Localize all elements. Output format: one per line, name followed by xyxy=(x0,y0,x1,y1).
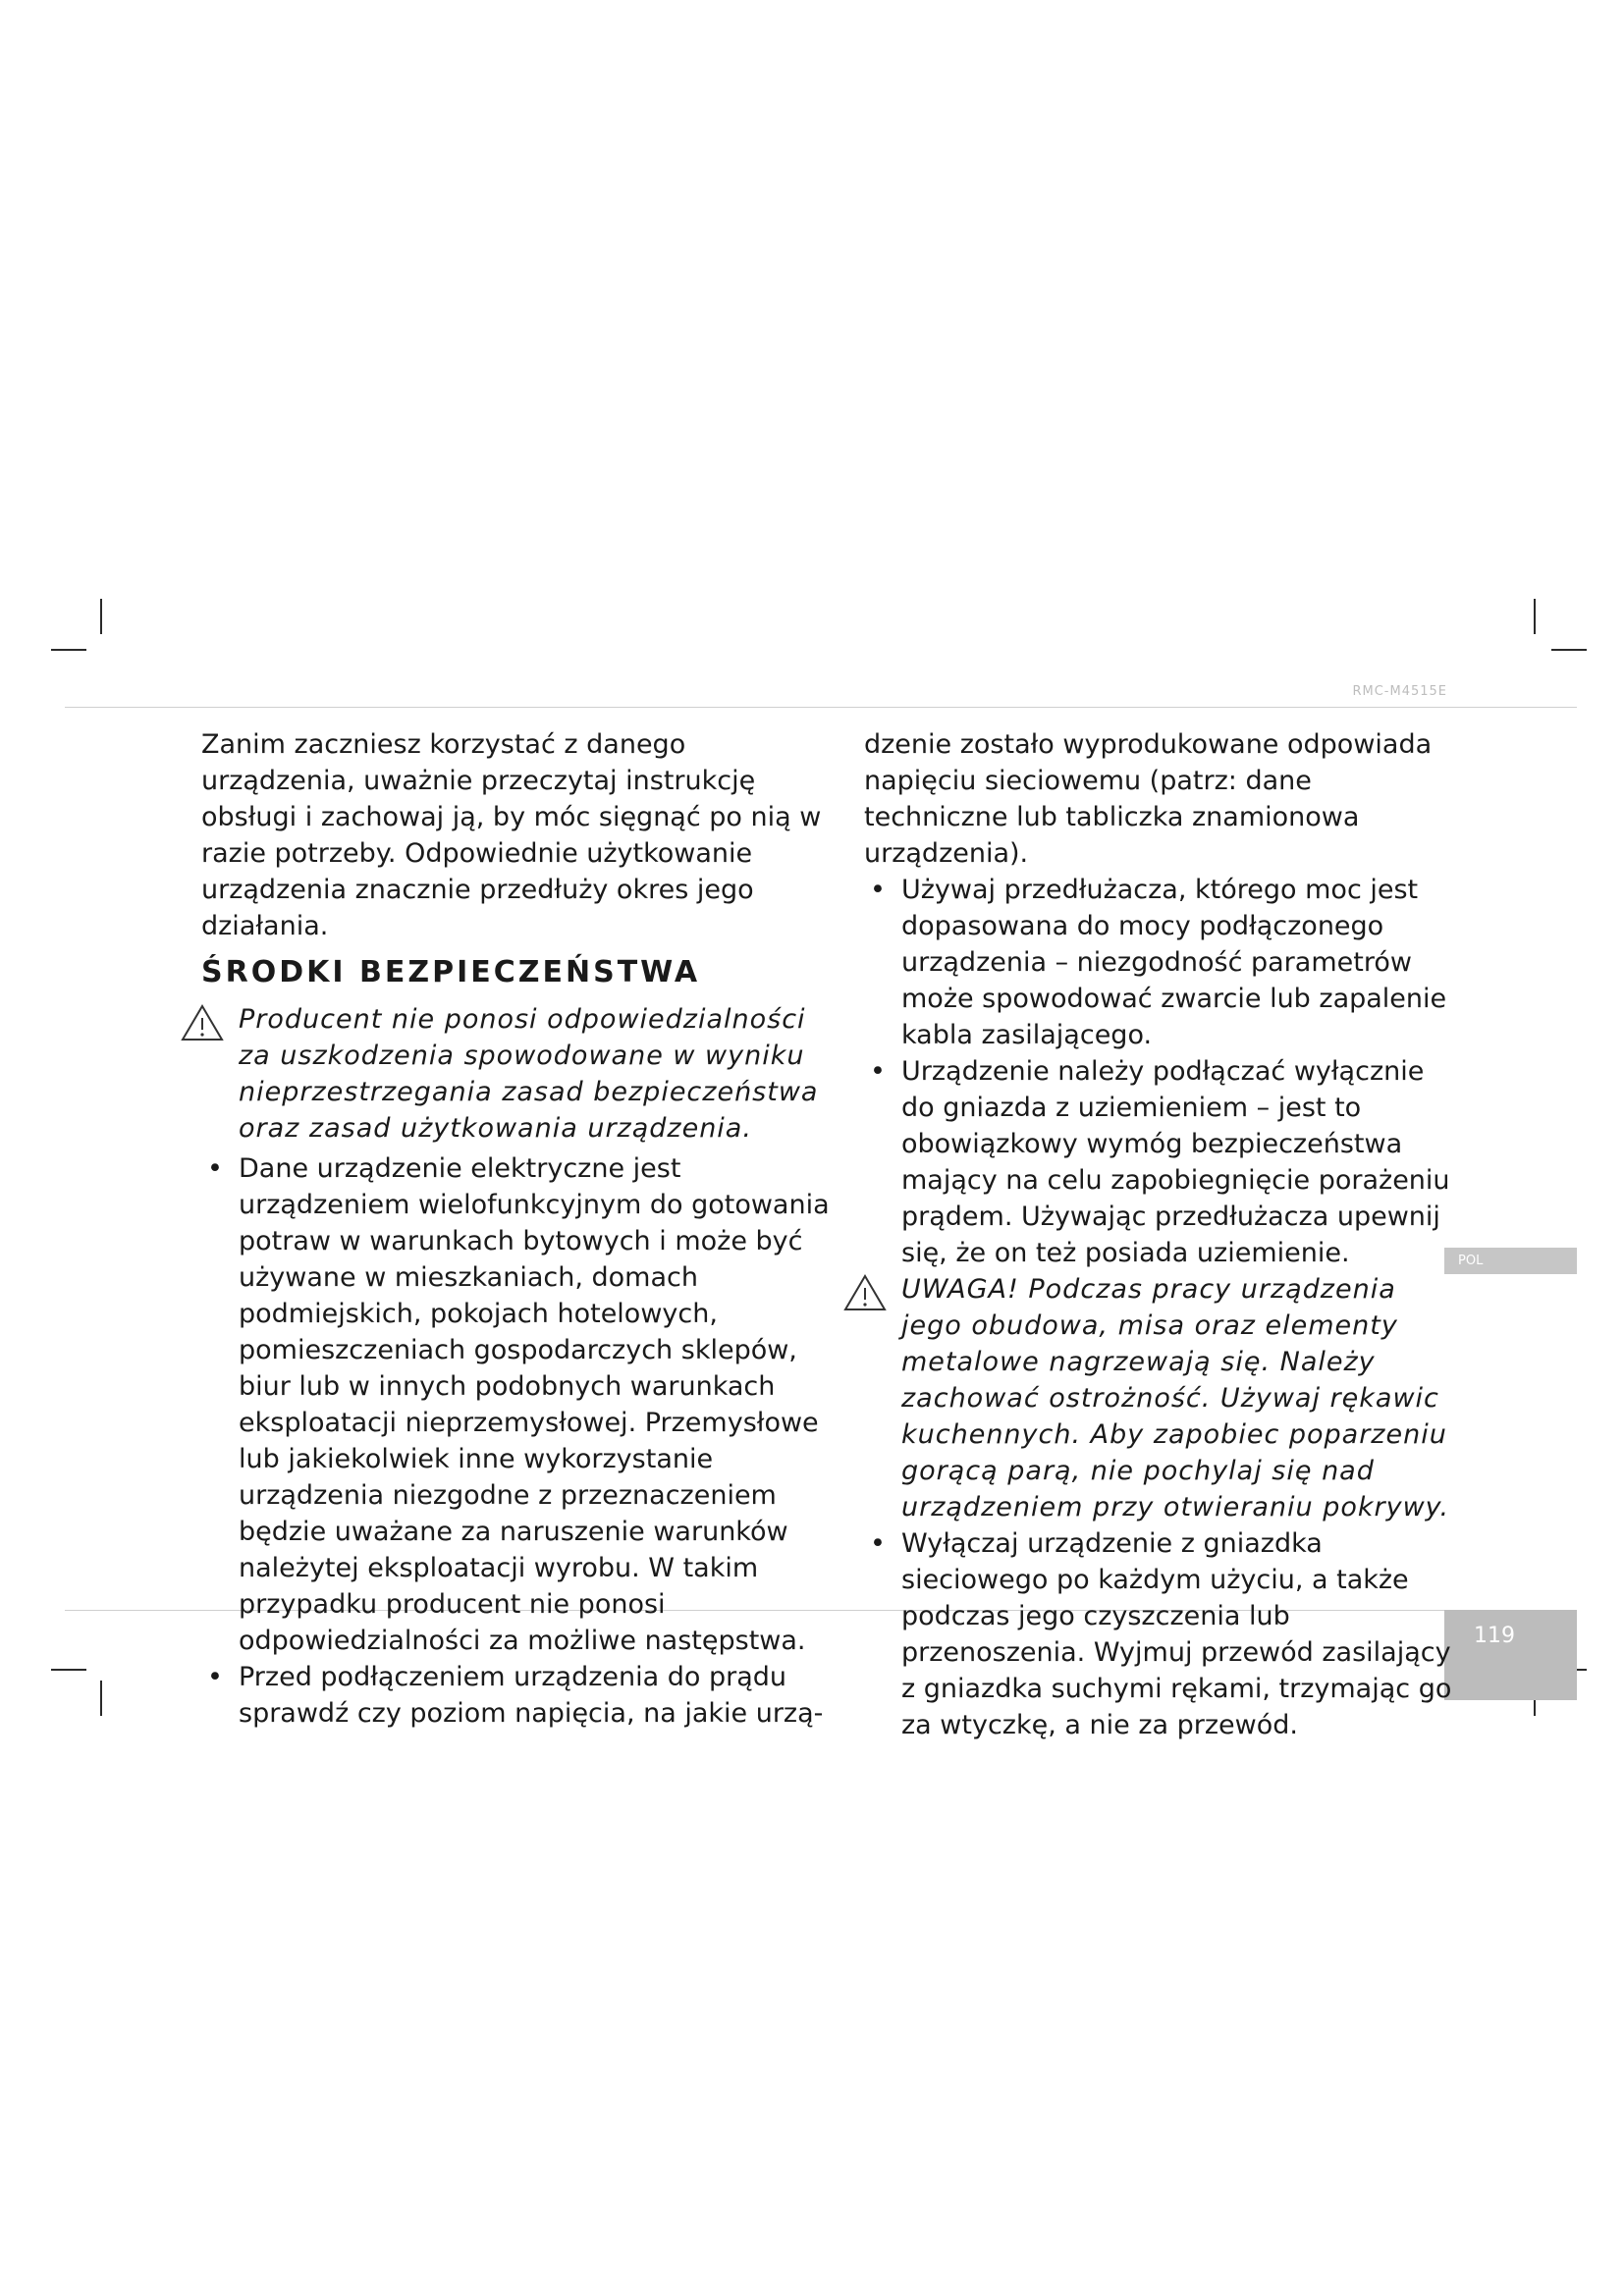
intro-paragraph: Zanim zaczniesz korzystać z danego urządzenia, uważnie przeczytaj instrukcję obsługi i zachowaj ją, by móc sięgnąć po nią w razie potrzeby. Odpowiednie użytkowanie urządzenia znacznie przedłuży okres jego działania. xyxy=(201,729,822,941)
crop-mark xyxy=(1534,599,1536,634)
warning-note xyxy=(201,1001,839,1147)
list-item xyxy=(864,872,1463,1053)
bullet-icon: • xyxy=(207,1662,223,1692)
continuation-paragraph: dzenie zostało wyprodukowane odpowiada napięciu sieciowemu (patrz: dane techniczne lub tabliczka znamionowa urządzenia). xyxy=(864,729,1433,869)
warning-text: Producent nie ponosi odpowiedzialności za uszkodzenia spowodowane w wyniku nieprzestrzegania zasad bezpieczeństwa oraz zasad użytkowania urządzenia. xyxy=(239,1004,819,1144)
warning-triangle-icon xyxy=(842,1273,888,1312)
warning-text: UWAGA! Podczas pracy urządzenia jego obudowa, misa oraz elementy metalowe nagrzewają się. Należy zachować ostrożność. Używaj rękawic kuchennych. Aby zapobiec poparzeniu gorącą parą, nie pochylaj się nad urządzeniem przy otwieraniu pokrywy. xyxy=(901,1274,1450,1522)
list-item-text: Dane urządzenie elektryczne jest urządzeniem wielofunkcyjnym do gotowania potraw w warunkach bytowych i może być używane w mieszkaniach, domach podmiejskich, pokojach hotelowych, pomieszczeniach gospodarczych sklepów, biur lub w innych podobnych warunkach eksploatacji nieprzemysłowej. Przemysłowe lub jakiekolwiek inne wykorzystanie urządzenia niezgodne z przeznaczeniem będzie uważane za naruszenie warunków należytej eksploatacji wyrobu. W takim przypadku producent nie ponosi odpowiedzialności za możliwe następstwa. xyxy=(239,1153,830,1656)
crop-mark xyxy=(51,649,86,651)
bullet-icon: • xyxy=(207,1153,223,1184)
list-item-text: Urządzenie należy podłączać wyłącznie do gniazda z uziemieniem – jest to obowiązkowy wymóg bezpieczeństwa mający na celu zapobiegnięcie porażeniu prądem. Używając przedłużacza upewnij się, że on też posiada uziemienie. xyxy=(901,1056,1450,1268)
right-column xyxy=(864,726,1463,1743)
left-column xyxy=(201,726,839,1732)
list-item-text: Używaj przedłużacza, którego moc jest dopasowana do mocy podłączonego urządzenia – niezgodność parametrów może spowodować zwarcie lub zapalenie kabla zasilającego. xyxy=(901,875,1447,1050)
bullet-icon: • xyxy=(870,1056,886,1087)
crop-mark xyxy=(51,1669,86,1671)
warning-note xyxy=(864,1271,1463,1525)
list-item xyxy=(201,1150,839,1659)
header-rule xyxy=(65,707,1577,708)
language-tab: POL xyxy=(1444,1248,1577,1274)
bullet-icon: • xyxy=(870,875,886,905)
model-number: RMC-M4515E xyxy=(1352,684,1447,699)
list-item xyxy=(864,1525,1463,1743)
crop-mark xyxy=(100,1681,102,1716)
section-heading: ŚRODKI BEZPIECZEŃSTWA xyxy=(201,955,701,989)
warning-triangle-icon xyxy=(180,1003,225,1042)
list-item xyxy=(201,1659,839,1732)
page-number: 119 xyxy=(1444,1610,1577,1700)
list-item-text: Przed podłączeniem urządzenia do prądu sprawdź czy poziom napięcia, na jakie urzą- xyxy=(239,1662,824,1729)
list-item xyxy=(864,1053,1463,1271)
crop-mark xyxy=(1551,649,1587,651)
bullet-icon: • xyxy=(870,1528,886,1559)
crop-mark xyxy=(100,599,102,634)
list-item-text: Wyłączaj urządzenie z gniazdka sieciowego po każdym użyciu, a także podczas jego czyszczenia lub przenoszenia. Wyjmuj przewód zasilający z gniazdka suchymi rękami, trzymając go za wtyczkę, a nie za przewód. xyxy=(901,1528,1452,1740)
